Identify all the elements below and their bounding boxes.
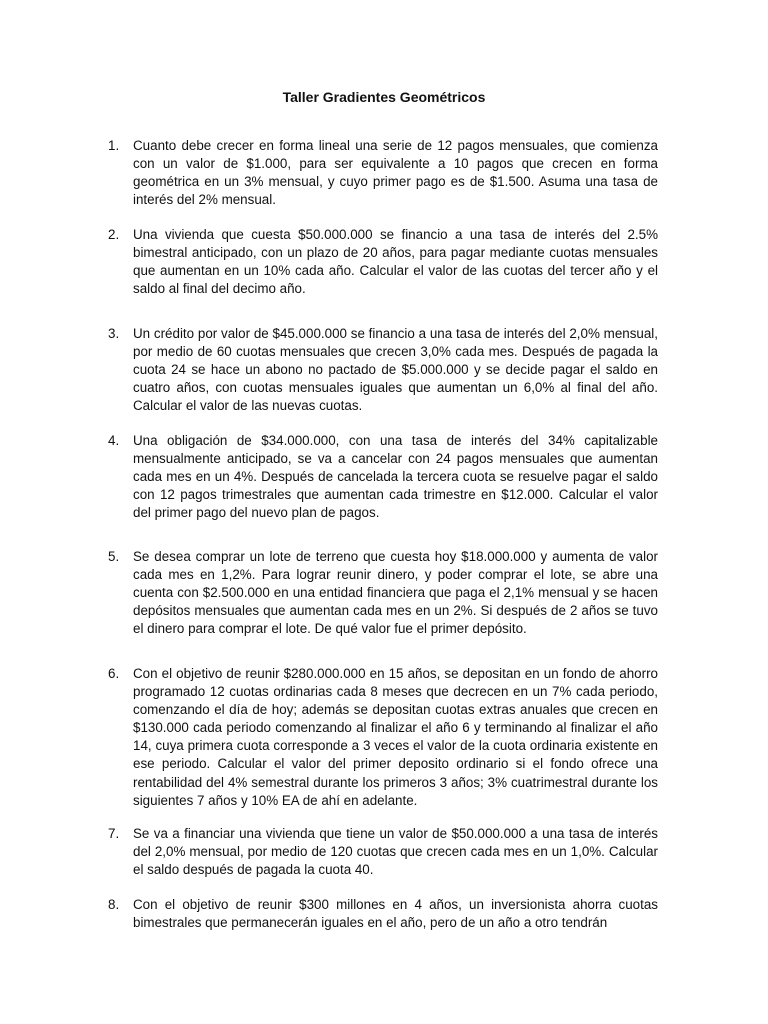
exercise-5 — [108, 548, 658, 638]
exercise-number: 7. — [108, 826, 120, 841]
exercise-6 — [108, 665, 658, 810]
exercise-number: 8. — [108, 897, 120, 912]
exercise-8 — [108, 896, 658, 932]
exercise-1 — [108, 137, 658, 209]
exercise-text: Se va a financiar una vivienda que tiene un valor de $50.000.000 a una tasa de interés del 2,0% mensual, por medio de 120 cuotas que crecen cada mes en un 1,0%. Calcular el saldo después de pagada la cuota 40. — [133, 826, 658, 878]
exercise-text: Con el objetivo de reunir $280.000.000 en 15 años, se depositan en un fondo de ahorro programado 12 cuotas ordinarias cada 8 meses que decrecen en un 7% cada periodo, comenzando el día de hoy; además se depositan cuotas extras anuales que crecen en $130.000 cada periodo comenzando al finalizar el año 6 y terminando al finalizar el año 14, cuya primera cuota corresponde a 3 veces el valor de la cuota ordinaria existente en ese periodo. Calcular el valor del primer deposito ordinario si el fondo ofrece una rentabilidad del 4% semestral durante los primeros 3 años; 3% cuatrimestral durante los siguientes 7 años y 10% EA de ahí en adelante. — [133, 666, 658, 808]
exercise-text: Un crédito por valor de $45.000.000 se financio a una tasa de interés del 2,0% mensual, por medio de 60 cuotas mensuales que crecen 3,0% cada mes. Después de pagada la cuota 24 se hace un abono no pactado de $5.000.000 y se decide pagar el saldo en cuatro años, con cuotas mensuales iguales que aumentan un 6,0% al final del año. Calcular el valor de las nuevas cuotas. — [133, 326, 658, 414]
exercise-text: Cuanto debe crecer en forma lineal una serie de 12 pagos mensuales, que comienza con un valor de $1.000, para ser equivalente a 10 pagos que crecen en forma geométrica en un 3% mensual, y cuyo primer pago es de $1.500. Asuma una tasa de interés del 2% mensual. — [133, 138, 658, 208]
exercise-text: Una obligación de $34.000.000, con una tasa de interés del 34% capitalizable mensualmente anticipado, se va a cancelar con 24 pagos mensuales que aumentan cada mes en un 4%. Después de cancelada la tercera cuota se resuelve pagar el saldo con 12 pagos trimestrales que aumentan cada trimestre en $12.000. Calcular el valor del primer pago del nuevo plan de pagos. — [133, 433, 658, 521]
exercise-number: 2. — [108, 227, 120, 242]
exercise-number: 5. — [108, 549, 120, 564]
document-title: Taller Gradientes Geométricos — [282, 89, 486, 105]
exercise-number: 6. — [108, 666, 120, 681]
exercise-number: 1. — [108, 138, 120, 153]
exercise-3 — [108, 325, 658, 415]
exercise-number: 4. — [108, 433, 120, 448]
exercise-7 — [108, 825, 658, 879]
exercise-4 — [108, 432, 658, 522]
exercise-text: Se desea comprar un lote de terreno que cuesta hoy $18.000.000 y aumenta de valor cada mes en 1,2%. Para lograr reunir dinero, y poder comprar el lote, se abre una cuenta con $2.500.000 en una entidad financiera que paga el 2,1% mensual y se hacen depósitos mensuales que aumentan cada mes en un 2%. Si después de 2 años se tuvo el dinero para comprar el lote. De qué valor fue el primer depósito. — [133, 549, 658, 637]
exercise-text: Una vivienda que cuesta $50.000.000 se financio a una tasa de interés del 2.5% bimestral anticipado, con un plazo de 20 años, para pagar mediante cuotas mensuales que aumentan en un 10% cada año. Calcular el valor de las cuotas del tercer año y el saldo al final del decimo año. — [133, 227, 658, 297]
exercise-text: Con el objetivo de reunir $300 millones en 4 años, un inversionista ahorra cuotas bimestrales que permanecerán iguales en el año, pero de un año a otro tendrán — [133, 897, 658, 931]
exercise-2 — [108, 226, 658, 298]
exercise-number: 3. — [108, 326, 120, 341]
